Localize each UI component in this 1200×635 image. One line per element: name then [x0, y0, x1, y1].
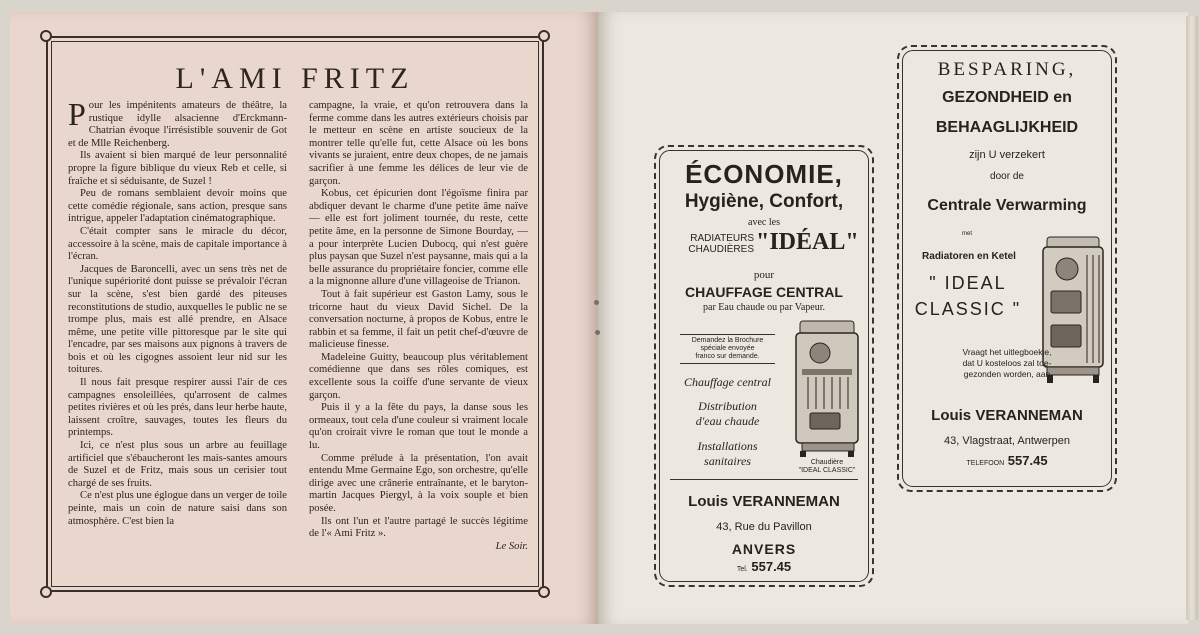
- ad2-booklet-note: Vraagt het uitlegboekje, dat U kosteloos zal toe- gezonden worden, aan: [962, 347, 1052, 379]
- ideal-advert-french: [654, 145, 874, 587]
- ad1-address: 43, Rue du Pavillon: [716, 521, 812, 533]
- article-paragraph: Jacques de Baroncelli, avec un sens très net de l'unique supériorité dont puisse se prévaloir l'écran sur la scène, s'est bien gardé des piteuses reconstitutions de studio, auxquelles le public ne se trompe plus, mais est allé prendre, en Alsace même, une petite ville pittoresque par le site qui l'encadre, par ses maisons aux pignons à travers de bois et où les cigognes assoient leur nid sur les toitures.: [68, 263, 287, 376]
- frame-corner: [40, 30, 52, 42]
- article-title: L'AMI FRITZ: [175, 62, 415, 95]
- ad1-service-2: Distribution d'eau chaude: [695, 399, 760, 428]
- article-paragraph: Ils ont l'un et l'autre partagé le succès légitime de l'« Ami Fritz ».: [309, 515, 528, 540]
- ad1-telephone: Tel. 557.45: [736, 559, 792, 574]
- ad2-line6: Centrale Verwarming: [927, 197, 1087, 214]
- ad2-line1: BESPARING,: [937, 59, 1077, 80]
- article-paragraph: C'était compter sans le miracle du décor, accessoire à la scène, mais de capitale importance à l'écran.: [68, 225, 287, 263]
- ad2-company: Louis VERANNEMAN: [931, 407, 1083, 424]
- ad1-radiateurs: RADIATEURS CHAUDIÈRES: [688, 233, 754, 255]
- article-signature: Le Soir.: [495, 540, 528, 552]
- ad2-line5: door de: [990, 171, 1024, 182]
- article-paragraph: Tout à fait supérieur est Gaston Lamy, sous le tricorne haut du vieux David Sichel. De la conversation nocturne, à propos de Kobus, entre le rabbin et sa femme, il fait un petit chef-d'œuvre de malicieuse finesse.: [309, 288, 528, 351]
- ad1-brochure-note: Demandez la Brochure spéciale envoyée franco sur demande.: [680, 334, 775, 364]
- ad2-telephone: TELEFOON 557.45: [966, 453, 1048, 468]
- article-paragraph: campagne, la vraie, et qu'on retrouvera dans la ferme comme dans les autres extérieurs choisis par le metteur en scène en artiste soucieux de la montrer telle qu'elle fut, cette Alsace où les bons vivants se juraient, entre deux chopes, de ne jamais sacrifier à une femme les délices de leur vie de garçon.: [309, 100, 528, 187]
- ad1-city: ANVERS: [731, 541, 797, 557]
- ad1-par: par Eau chaude ou par Vapeur.: [703, 302, 825, 313]
- article-paragraph: Ils avaient si bien marqué de leur personnalité propre la figure biblique du vieux Reb et celle, si fraîche et si séduisante, de Suzel !: [68, 150, 287, 187]
- article-paragraph: Comme prélude à la présentation, l'on avait entendu Mme Germaine Ego, son orchestre, qu'elle dirige avec une crânerie entraînante, et le baryton-martin Jacques Piergyl, à la voix souple et bien posée.: [309, 452, 528, 514]
- article-paragraph: Ce n'est plus une églogue dans un verger de toile peinte, mais un coin de nature saisi dans son atmosphère. C'est bien la: [68, 490, 287, 527]
- ad2-address: 43, Vlagstraat, Antwerpen: [944, 435, 1070, 447]
- ad1-headline: ÉCONOMIE,: [685, 159, 843, 189]
- binding-staple-hole: [594, 300, 599, 305]
- article-body: [68, 96, 528, 570]
- binding-staple-hole: [595, 330, 600, 335]
- article-paragraph: Ici, ce n'est plus sous un arbre au feuillage artificiel que s'ébaucheront les mais-santes amours de Suzel et de Fritz, mais sous un cerisier tout chargé de ses fruits.: [68, 440, 287, 489]
- article-paragraph: Peu de romans semblaient devoir moins que cette comédie régionale, sans action, presque sans intrigue, appeler l'adaptation cinématographique.: [68, 188, 287, 225]
- ad2-line4: zijn U verzekert: [969, 149, 1045, 161]
- ad1-chauffage: CHAUFFAGE CENTRAL: [685, 284, 843, 300]
- page-edge: [1186, 16, 1198, 620]
- article-column-1: [68, 96, 287, 570]
- ad2-line10: CLASSIC ": [914, 299, 1022, 319]
- article-paragraph: Il nous fait presque respirer aussi l'air de ces campagnes ensoleillées, qu'arrosent de calmes petites rivières et où les prés, dans leur herbe haute, laissent croître, sauvages, toutes les fleurs du printemps.: [68, 377, 287, 439]
- ad1-service-3: Installations sanitaires: [697, 439, 758, 468]
- ad2-line2: GEZONDHEID en: [942, 89, 1072, 106]
- ad1-caption: Chaudière "IDEAL CLASSIC": [798, 459, 856, 474]
- ad1-avec: avec les: [748, 217, 780, 228]
- ideal-classic-boiler-illustration: [788, 317, 866, 457]
- ad1-headline2: Hygiène, Confort,: [684, 191, 844, 212]
- article-paragraph: Madeleine Guitty, beaucoup plus véritablement comédienne que dans ses rôles comiques, est excellente sous la coiffe d'une servante de vieux garçon.: [309, 351, 528, 401]
- frame-corner: [538, 30, 550, 42]
- article-column-2: [309, 100, 528, 570]
- ad1-brand: "IDÉAL": [756, 229, 859, 255]
- ad1-company: Louis VERANNEMAN: [688, 493, 840, 510]
- ad1-pour: pour: [753, 269, 775, 281]
- ad2-line7: met: [961, 231, 972, 237]
- article-paragraph: Puis il y a la fête du pays, la danse sous les ormeaux, tout cela d'une couleur si vraiment locale qu'on croirait vivre le roman que tout le monde a lu.: [309, 402, 528, 452]
- frame-corner: [538, 586, 550, 598]
- ad1-divider: [670, 479, 858, 480]
- drop-cap: P: [68, 96, 86, 132]
- ad1-service-1: Chauffage central: [684, 375, 771, 389]
- article-paragraph: Kobus, cet épicurien dont l'égoïsme finira par abdiquer devant le charme d'une petite âme naïve — elle est fort joliment tournée, du reste, cette petite âme, en la personne de Simone Bourday, — a pour interprète Lucien Dubocq, qui n'est guère plus paysan que Suzel n'est paysanne, mais qui a la belle assurance du propriétaire foncier, comme elle a la mignonne allure d'une villageoise de Trianon.: [309, 188, 528, 288]
- ideal-advert-dutch: [897, 45, 1117, 492]
- ad2-line8: Radiatoren en Ketel: [922, 251, 1016, 262]
- frame-corner: [40, 586, 52, 598]
- ad2-line3: BEHAAGLIJKHEID: [935, 119, 1079, 136]
- ad2-line9: " IDEAL: [929, 273, 1007, 293]
- article-paragraph: Pour les impénitents amateurs de théâtre, la rustique idylle alsacienne d'Erckmann-Chatrian évoque l'irrésistible souvenir de Got et de Mlle Reichenberg.: [68, 96, 287, 149]
